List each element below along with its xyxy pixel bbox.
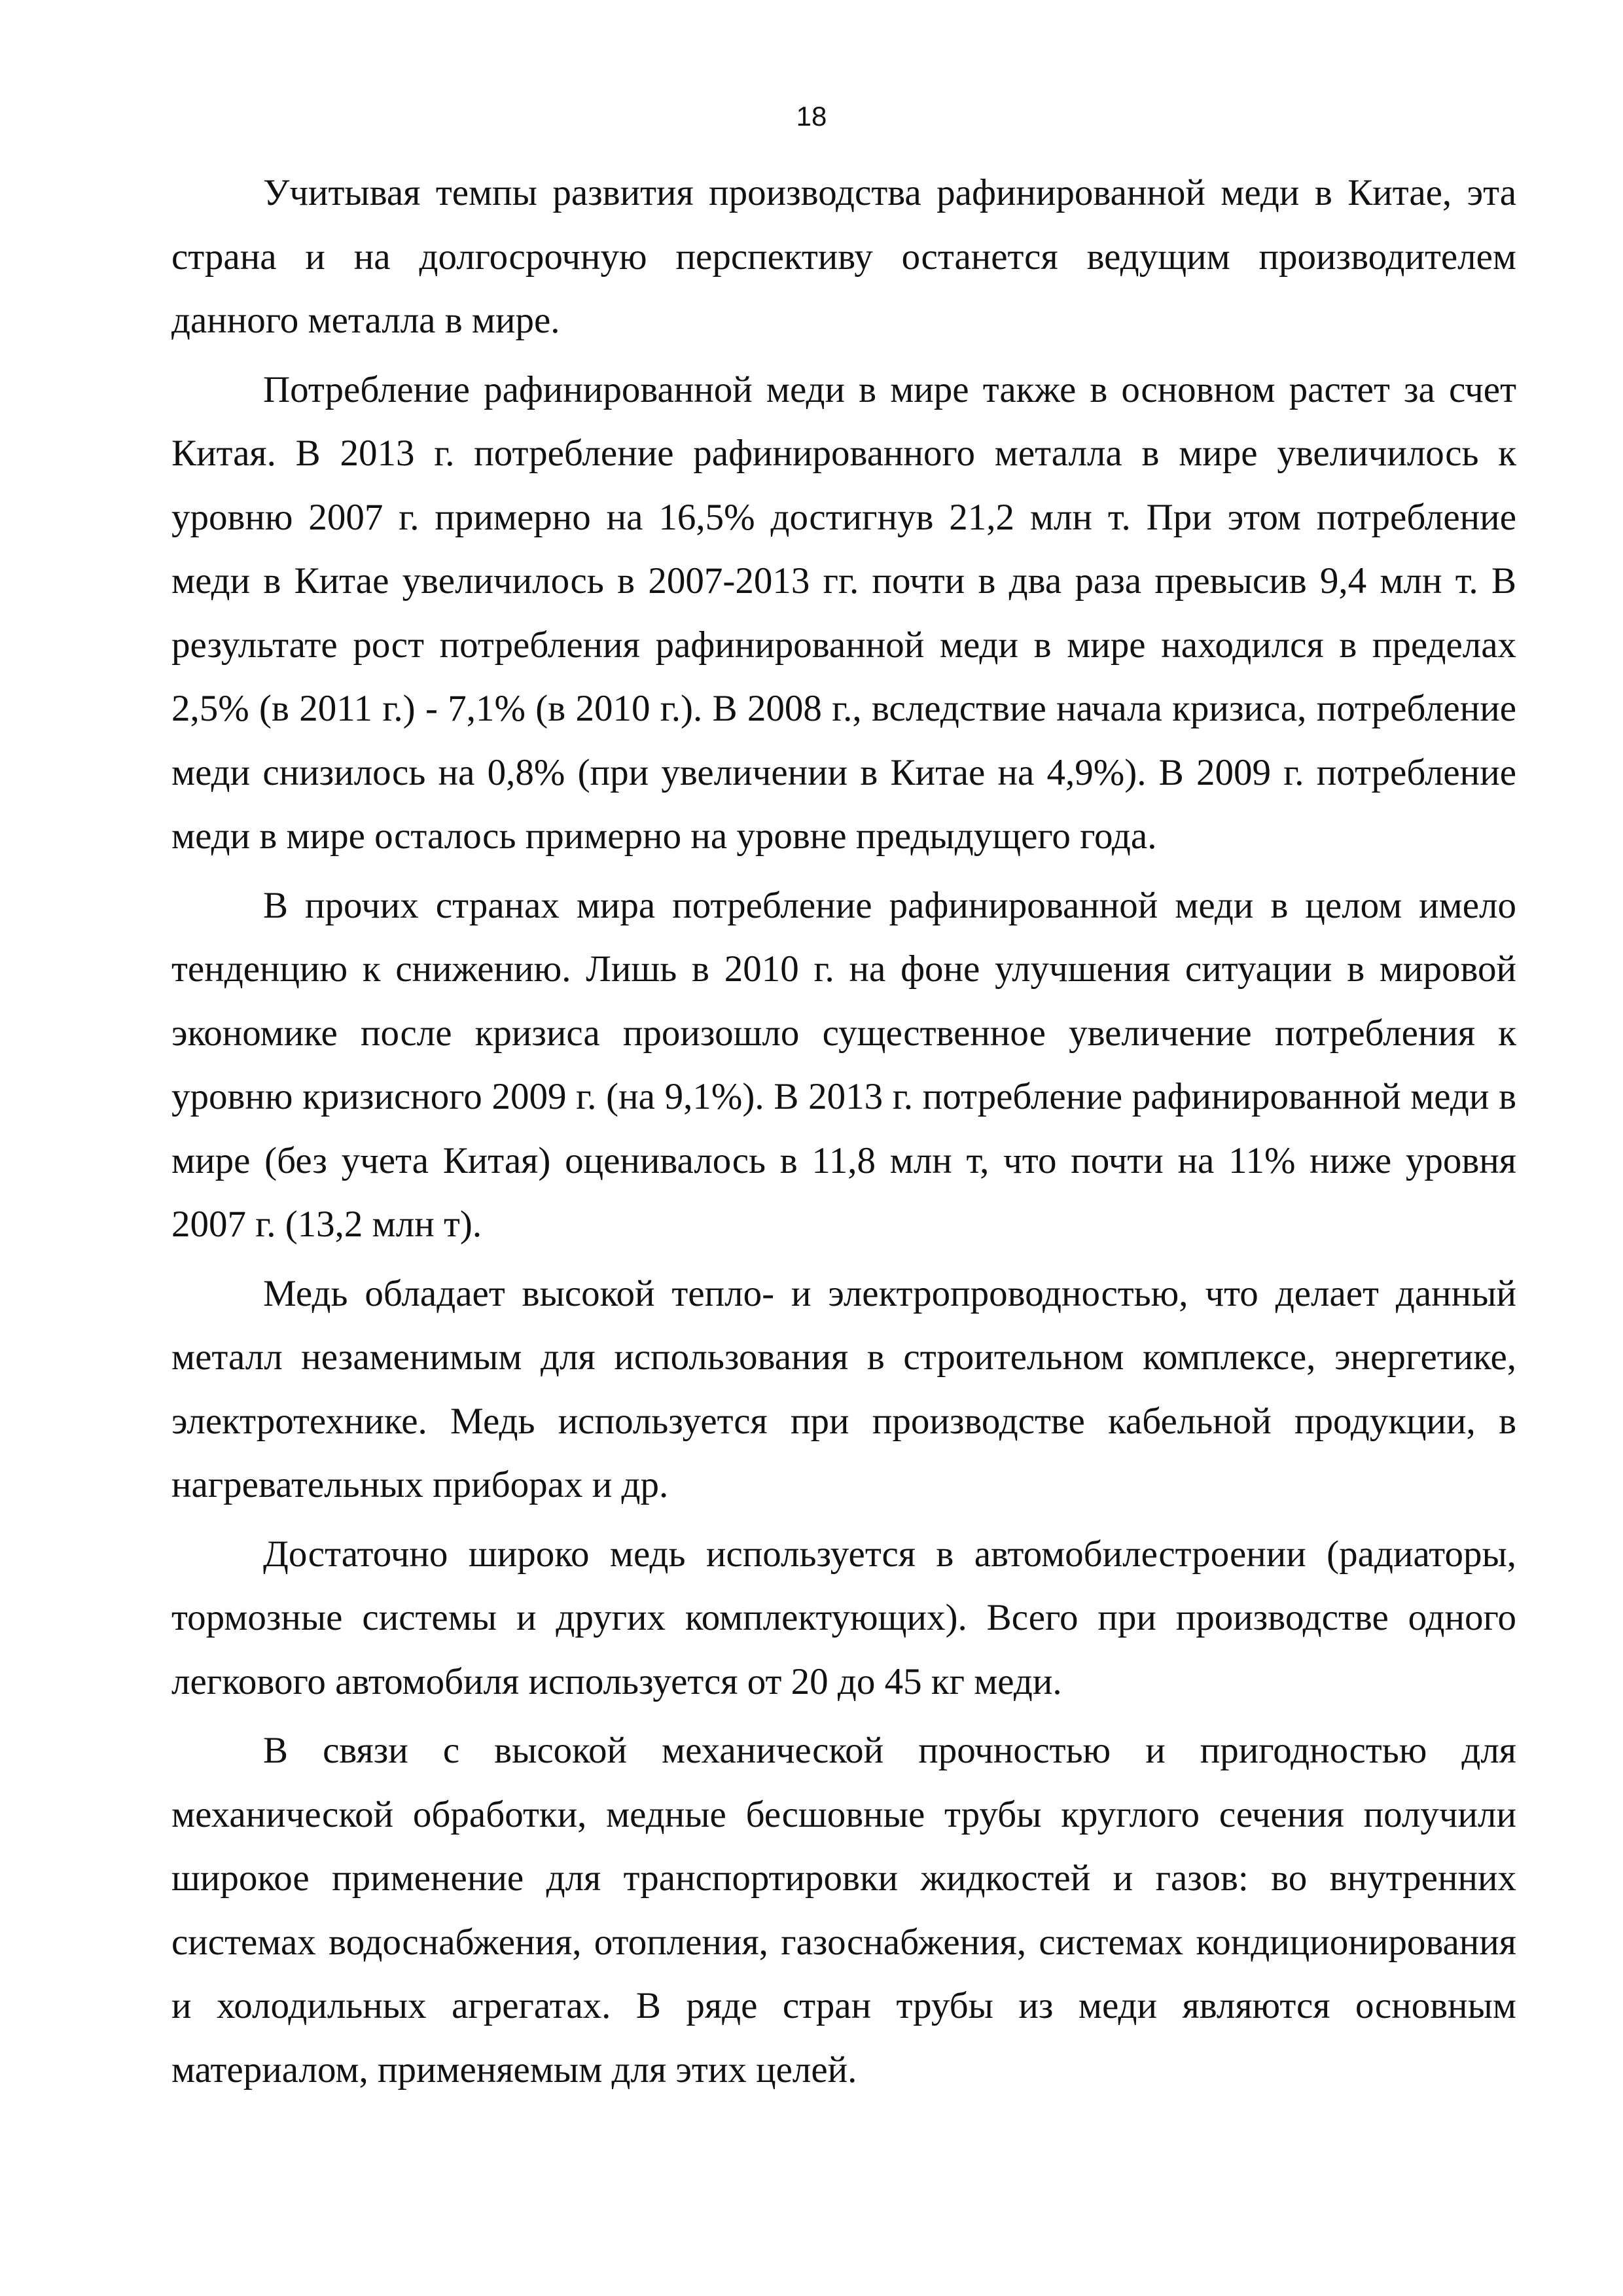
paragraph-copper-pipes: В связи с высокой механической прочностью и пригодностью для механической обработки, медные бесшовные трубы круглого сечения получили широкое применение для транспортировки жидкостей и газов: во внутренних системах водоснабжения, отопления, газоснабжения, системах кондиционирования и холодильных агрегатах. В ряде стран трубы из меди являются основным материалом, применяемым для этих целей. <box>171 1730 1516 2090</box>
body-text <box>171 161 1516 2102</box>
paragraph-china-production: Учитывая темпы развития производства рафинированной меди в Китае, эта страна и на долгосрочную перспективу останется ведущим производителем данного металла в мире. <box>171 172 1516 341</box>
paragraph-world-consumption: Потребление рафинированной меди в мире также в основном растет за счет Китая. В 2013 г. потребление рафинированного металла в мире увеличилось к уровню 2007 г. примерно на 16,5% достигнув 21,2 млн т. При этом потребление меди в Китае увеличилось в 2007-2013 гг. почти в два раза превысив 9,4 млн т. В результате рост потребления рафинированной меди в мире находился в пределах 2,5% (в 2011 г.) - 7,1% (в 2010 г.). В 2008 г., вследствие начала кризиса, потребление меди снизилось на 0,8% (при увеличении в Китае на 4,9%). В 2009 г. потребление меди в мире осталось примерно на уровне предыдущего года. <box>171 368 1516 857</box>
page-number: 18 <box>796 101 827 132</box>
paragraph-other-countries: В прочих странах мира потребление рафинированной меди в целом имело тенденцию к снижению. Лишь в 2010 г. на фоне улучшения ситуации в мировой экономике после кризиса произошло существенное увеличение потребления к уровню кризисного 2009 г. (на 9,1%). В 2013 г. потребление рафинированной меди в мире (без учета Китая) оценивалось в 11,8 млн т, что почти на 11% ниже уровня 2007 г. (13,2 млн т). <box>171 884 1516 1245</box>
paragraph-copper-properties: Медь обладает высокой тепло- и электропроводностью, что делает данный металл незаменимым для использования в строительном комплексе, энергетике, электротехнике. Медь используется при производстве кабельной продукции, в нагревательных приборах и др. <box>171 1272 1516 1505</box>
paragraph-automotive-use: Достаточно широко медь используется в автомобилестроении (радиаторы, тормозные системы и других комплектующих). Всего при производстве одного легкового автомобиля используется от 20 до 45 кг меди. <box>171 1533 1516 1702</box>
